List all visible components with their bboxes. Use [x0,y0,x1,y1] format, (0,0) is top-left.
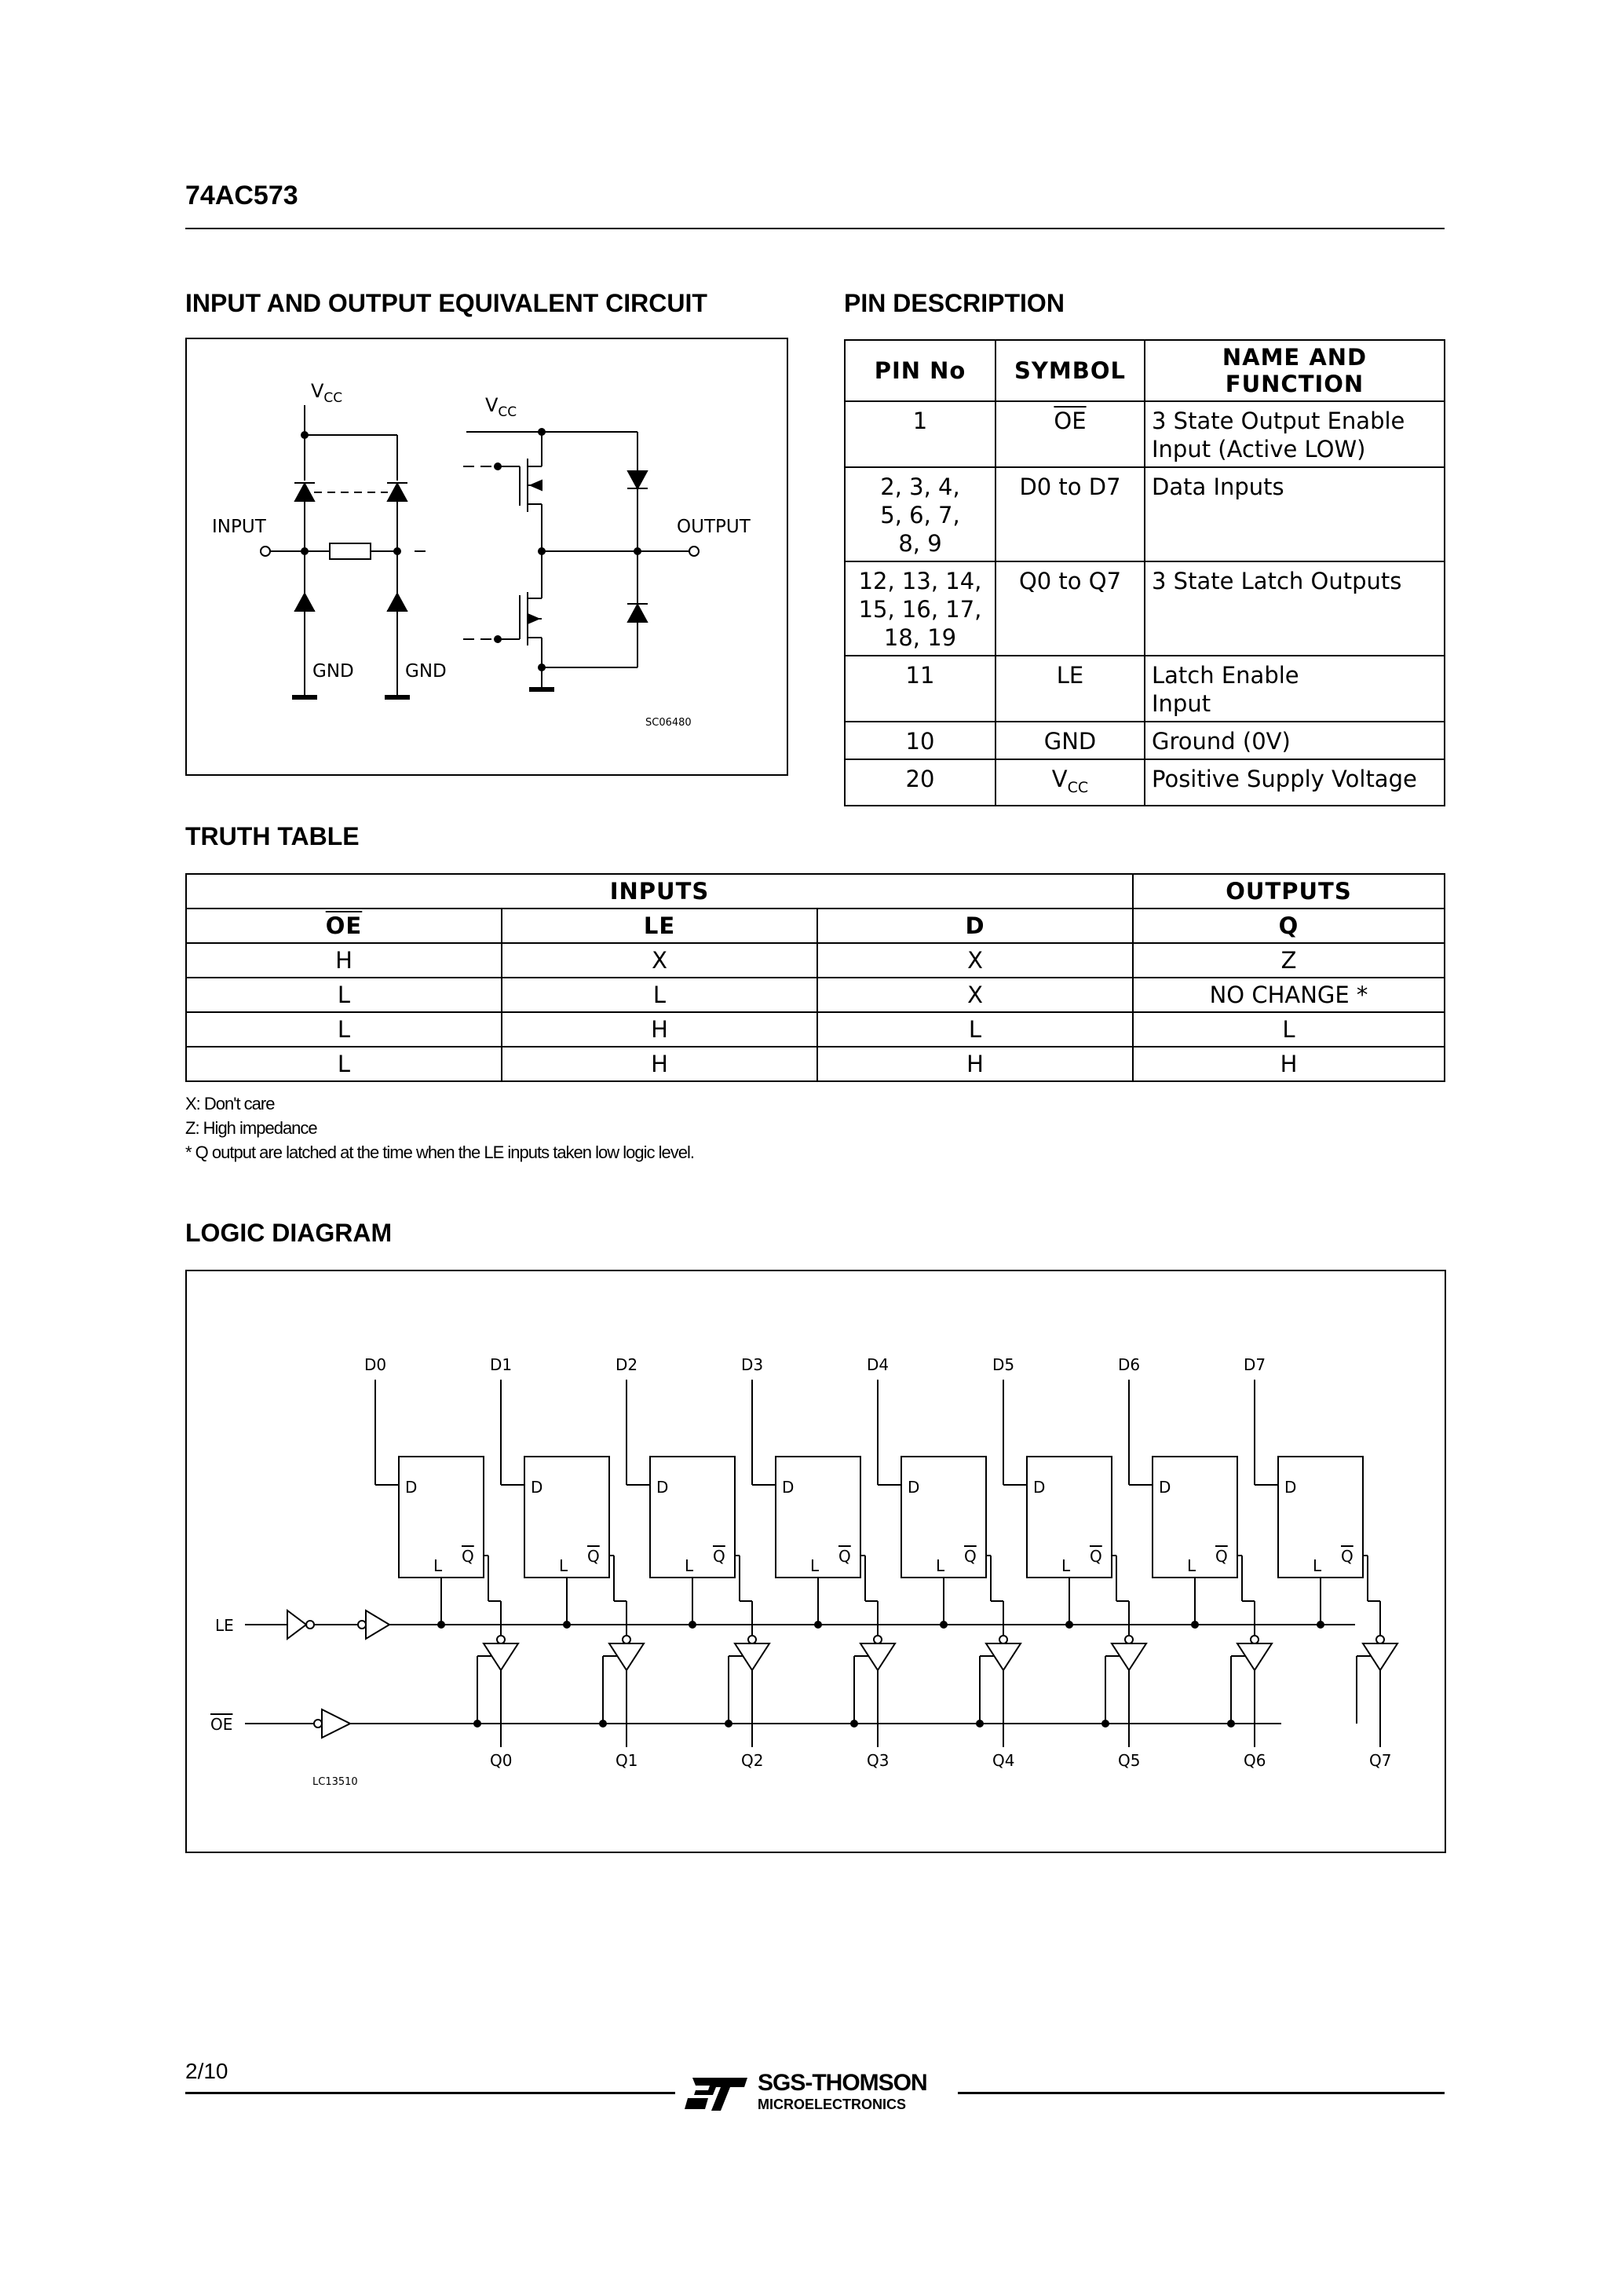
gnd-label-2: GND [405,661,447,682]
d-input-label: D7 [1244,1355,1266,1374]
d-input-label: D4 [867,1355,890,1374]
q-output-label: Q5 [1118,1751,1141,1770]
latch-q-pin: Q [838,1547,851,1566]
latch-d-pin: D [531,1478,543,1497]
col-oe [186,909,502,943]
table-cell: X [817,943,1133,978]
table-cell: H [502,1047,817,1081]
table-row [845,401,1445,467]
pin-cell [845,467,995,561]
buffer-bubble [623,1636,630,1643]
q-output-label: Q2 [741,1751,764,1770]
latch-l-pin: L [685,1556,694,1575]
symbol-subscript: CC [1067,778,1089,796]
function-cell [1145,401,1445,467]
table-cell: L [186,1047,502,1081]
q-output-label: Q6 [1244,1751,1266,1770]
latch-l-pin: L [1187,1556,1196,1575]
symbol-text: V [1051,766,1068,792]
gnd-label-1: GND [312,661,354,682]
pin-cell: 20 [845,759,995,806]
pin-text: 15, 16, 17, [858,596,982,623]
oe-junction [1101,1720,1109,1727]
table-cell: X [502,943,817,978]
le-junction [1065,1621,1073,1629]
latch-d-pin: D [1284,1478,1297,1497]
col-d: D [817,909,1133,943]
latch-d-pin: D [1033,1478,1046,1497]
symbol-cell: Q0 to Q7 [995,561,1145,656]
d-input-label: D6 [1118,1355,1141,1374]
circuit-title: INPUT AND OUTPUT EQUIVALENT CIRCUIT [185,289,707,317]
latch-q-pin: Q [1215,1547,1228,1566]
table-cell: L [502,978,817,1012]
function-cell: Data Inputs [1145,467,1445,561]
table-cell: L [186,978,502,1012]
latch-d-pin: D [782,1478,795,1497]
equivalent-circuit-box [185,338,788,776]
table-cell: NO CHANGE * [1133,978,1445,1012]
table-cell: H [502,1012,817,1047]
table-cell: L [186,1012,502,1047]
pin-text: 12, 13, 14, [858,568,982,594]
inputs-group-header: INPUTS [186,874,1133,909]
latch-q-pin: Q [1090,1547,1102,1566]
output-label: OUTPUT [677,517,751,537]
equivalent-circuit-diagram [187,339,787,774]
table-cell: H [186,943,502,978]
logic-code: LC13510 [312,1776,358,1788]
symbol-cell [995,759,1145,806]
latch-l-pin: L [433,1556,443,1575]
outputs-group-header: OUTPUTS [1133,874,1445,909]
buffer-bubble [999,1636,1007,1643]
pin-cell: 10 [845,722,995,759]
latch-q-pin: Q [587,1547,600,1566]
d-input-label: D0 [364,1355,387,1374]
brand-subtitle: MICROELECTRONICS [758,2097,906,2112]
note-latched: * Q output are latched at the time when the LE inputs taken low logic level. [185,1143,694,1162]
truth-table-title: TRUTH TABLE [185,822,360,850]
buffer-bubble [497,1636,505,1643]
function-cell: Positive Supply Voltage [1145,759,1445,806]
vcc-right-label: $V_{CC}$ [485,394,517,420]
truth-table-notes [185,1091,694,1164]
input-label: INPUT [212,517,266,537]
table-cell: H [1133,1047,1445,1081]
function-text: Input (Active LOW) [1152,436,1366,462]
oe-junction [976,1720,984,1727]
q-output-label: Q1 [616,1751,638,1770]
oe-junction [473,1720,481,1727]
latch-d-pin: D [405,1478,418,1497]
truth-column-header [186,909,1445,943]
latch-l-pin: L [810,1556,820,1575]
part-number: 74AC573 [185,181,298,210]
header-rule [185,228,1445,229]
oe-junction [1227,1720,1235,1727]
col-le: LE [502,909,817,943]
truth-group-header [186,874,1445,909]
table-row [845,759,1445,806]
latch-q-pin: Q [1341,1547,1353,1566]
table-row [186,1047,1445,1081]
function-cell: 3 State Latch Outputs [1145,561,1445,656]
table-cell: L [1133,1012,1445,1047]
le-junction [1191,1621,1199,1629]
col-q: Q [1133,909,1445,943]
function-text: Latch Enable [1152,662,1299,689]
pin-cell: 11 [845,656,995,722]
d-input-label: D1 [490,1355,513,1374]
pin-cell [845,561,995,656]
oe-junction [850,1720,858,1727]
table-cell: L [817,1012,1133,1047]
pin-text: 18, 19 [883,624,957,651]
latch-q-pin: Q [964,1547,977,1566]
table-cell: Z [1133,943,1445,978]
buffer-bubble [1251,1636,1259,1643]
q-output-label: Q7 [1369,1751,1392,1770]
latch-l-pin: L [936,1556,945,1575]
function-text: 3 State Output Enable [1152,408,1405,434]
buffer-bubble [874,1636,882,1643]
latch-d-pin: D [656,1478,669,1497]
pin-text: 2, 3, 4, [880,473,960,500]
buffer-bubble [1376,1636,1384,1643]
table-row [845,467,1445,561]
table-cell: X [817,978,1133,1012]
le-junction [814,1621,822,1629]
latch-d-pin: D [908,1478,920,1497]
symbol-cell: GND [995,722,1145,759]
table-row [845,722,1445,759]
pin-text: 8, 9 [898,530,942,557]
note-high-impedance: Z: High impedance [185,1118,317,1138]
table-row [186,1012,1445,1047]
pin-description-title: PIN DESCRIPTION [844,289,1065,317]
d-input-label: D5 [992,1355,1015,1374]
truth-table [185,873,1445,1082]
latch-l-pin: L [1061,1556,1071,1575]
col-symbol: SYMBOL [995,340,1145,401]
le-junction [437,1621,445,1629]
table-row [186,943,1445,978]
brand-name: SGS-THOMSON [758,2070,927,2096]
logic-diagram-box [185,1270,1446,1853]
symbol-cell: LE [995,656,1145,722]
table-cell: H [817,1047,1133,1081]
circuit-code: SC06480 [645,717,692,729]
logic-diagram [187,1271,1445,1852]
footer-rule-right [958,2092,1445,2094]
table-row [845,561,1445,656]
oe-input-label: OE [210,1715,233,1734]
buffer-bubble [748,1636,756,1643]
q-output-label: Q3 [867,1751,890,1770]
col-pin-no: PIN No [845,340,995,401]
footer-rule-left [185,2092,675,2094]
symbol-cell: D0 to D7 [995,467,1145,561]
col-oe-text: $\overline{OE}$ [325,912,363,939]
logic-diagram-title: LOGIC DIAGRAM [185,1219,393,1247]
page-number: 2/10 [185,2059,228,2083]
function-text: Input [1152,690,1211,717]
pin-cell: 1 [845,401,995,467]
oe-junction [599,1720,607,1727]
q-output-label: Q4 [992,1751,1015,1770]
symbol-cell [995,401,1145,467]
le-junction [1317,1621,1324,1629]
d-input-label: D3 [741,1355,764,1374]
latch-q-pin: Q [713,1547,725,1566]
function-cell: Ground (0V) [1145,722,1445,759]
buffer-bubble [1125,1636,1133,1643]
latch-d-pin: D [1159,1478,1171,1497]
vcc-left-label: $V_{CC}$ [311,380,343,406]
latch-l-pin: L [1313,1556,1322,1575]
le-junction [563,1621,571,1629]
col-name-function: NAME AND FUNCTION [1145,340,1445,401]
table-row [845,656,1445,722]
le-junction [940,1621,948,1629]
q-output-label: Q0 [490,1751,513,1770]
oe-junction [725,1720,732,1727]
st-logo-icon [685,2075,751,2112]
symbol-text: $\overline{OE}$ [1054,408,1087,434]
latch-q-pin: Q [462,1547,474,1566]
le-input-label: LE [215,1616,234,1635]
latch-l-pin: L [559,1556,568,1575]
le-junction [689,1621,696,1629]
note-dont-care: X: Don't care [185,1094,275,1113]
table-row [186,978,1445,1012]
pin-table-header [845,340,1445,401]
d-input-label: D2 [616,1355,638,1374]
pin-description-table [844,339,1445,806]
pin-text: 5, 6, 7, [880,502,960,528]
function-cell [1145,656,1445,722]
